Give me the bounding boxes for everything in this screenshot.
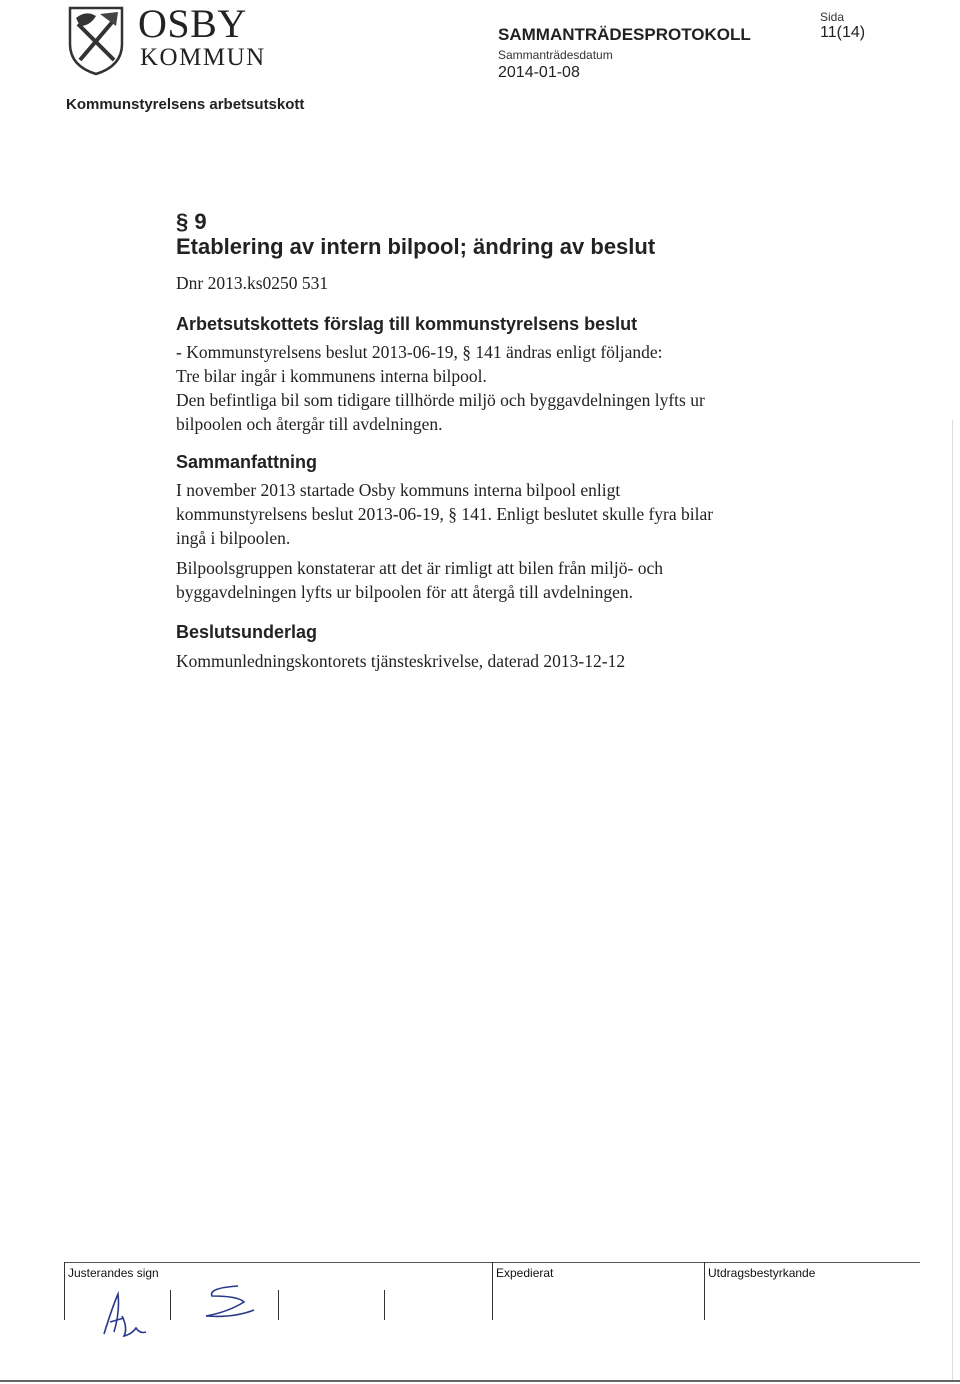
footer-expedited-label: Expedierat [496,1266,554,1280]
page-edge-divider [952,420,953,1380]
committee-name: Kommunstyrelsens arbetsutskott [66,96,305,113]
footer-cell-border [64,1262,65,1320]
proposal-heading: Arbetsutskottets förslag till kommunstyrelsens beslut [176,314,638,334]
footer-cell-border [170,1290,171,1320]
page-bottom-edge [0,1380,960,1382]
summary-line: I november 2013 startade Osby kommuns interna bilpool enligt [176,480,621,500]
registration-number: Dnr 2013.ks0250 531 [176,273,329,293]
page-number: 11(14) [820,24,866,41]
signature-initials-icon [198,1282,260,1322]
summary-line: ingå i bilpoolen. [176,528,291,548]
meeting-date: 2014-01-08 [498,64,580,81]
proposal-line: bilpoolen och återgår till avdelningen. [176,414,443,434]
document-type: SAMMANTRÄDESPROTOKOLL [498,25,751,44]
basis-heading: Beslutsunderlag [176,622,318,642]
footer-cell-border [384,1290,385,1320]
proposal-line: Den befintliga bil som tidigare tillhörde miljö och byggavdelningen lyfts ur [176,390,705,410]
proposal-line: - Kommunstyrelsens beslut 2013-06-19, § 141 ändras enligt följande: [176,342,663,362]
page-label: Sida [820,10,845,24]
footer-sign-label: Justerandes sign [68,1266,159,1280]
signature-initials-icon [98,1288,154,1340]
footer-cell-border [704,1262,705,1320]
section-number: § 9 [176,209,207,234]
proposal-line: Tre bilar ingår i kommunens interna bilpool. [176,366,487,386]
meeting-date-label: Sammanträdesdatum [498,48,613,62]
osby-coat-of-arms-icon [66,4,126,76]
logo-subtitle: KOMMUN [140,44,266,71]
summary-line: Bilpoolsgruppen konstaterar att det är rimligt att bilen från miljö- och [176,558,663,578]
footer-extract-label: Utdragsbestyrkande [708,1266,816,1280]
basis-text: Kommunledningskontorets tjänsteskrivelse, daterad 2013-12-12 [176,651,626,671]
footer-cell-border [492,1262,493,1320]
logo-wordmark: OSBY [138,1,247,46]
footer-cell-border [278,1290,279,1320]
summary-paragraph [176,556,816,604]
summary-paragraph [176,478,816,550]
section-title: Etablering av intern bilpool; ändring av beslut [176,234,656,259]
summary-line: kommunstyrelsens beslut 2013-06-19, § 141. Enligt beslutet skulle fyra bilar [176,504,714,524]
proposal-text [176,340,816,436]
summary-line: byggavdelningen lyfts ur bilpoolen för att återgå till avdelningen. [176,582,633,602]
summary-heading: Sammanfattning [176,452,318,472]
